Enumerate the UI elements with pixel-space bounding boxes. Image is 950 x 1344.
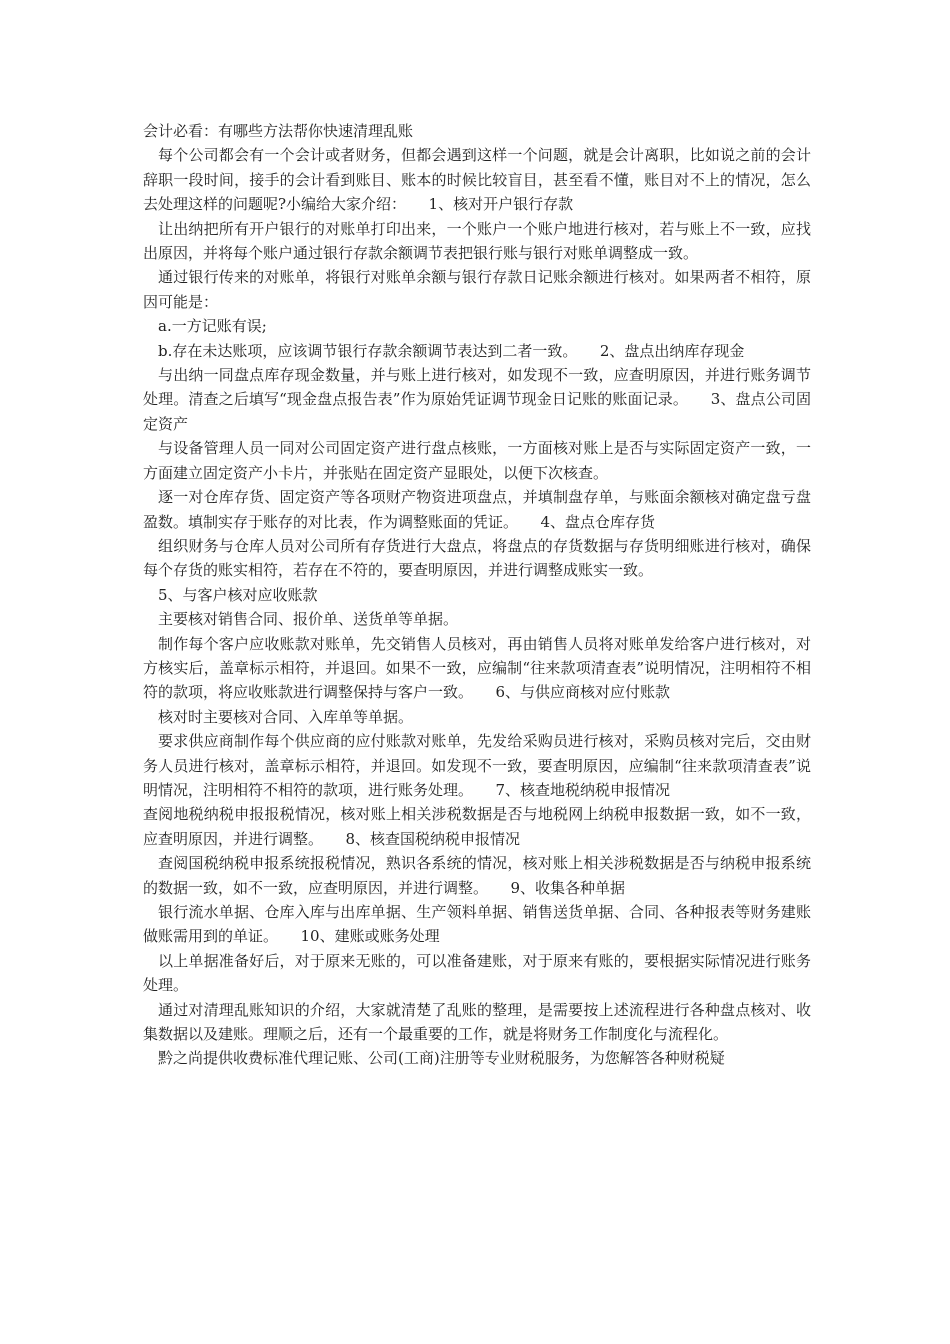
paragraph-inventory-check: 逐一对仓库存货、固定资产等各项财产物资进项盘点，并填制盘存单，与账面余额核对确定盘亏盘盈数。填制实存于账存的对比表，作为调整账面的凭证。 4、盘点仓库存货 (143, 488, 811, 531)
paragraph-receivables-statement: 制作每个客户应收账款对账单，先交销售人员核对，再由销售人员将对账单发给客户进行核对，对方核实后，盖章标示相符，并退回。如果不一致，应编制“往来款项清查表”说明情况，注明相符不相符的款项，将应收账款进行调整保持与客户一致。 6、与供应商核对应付账款 (143, 634, 811, 702)
paragraph-purchase-docs: 核对时主要核对合同、入库单等单据。 (158, 707, 414, 726)
document-body (143, 119, 811, 1071)
paragraph-bank-reconcile: 让出纳把所有开户银行的对账单打印出来，一个账户一个账户地进行核对，若与账上不一致，应找出原因，并将每个账户通过银行存款余额调节表把银行账与银行对账单调整成一致。 (143, 219, 811, 263)
paragraph-fixed-assets: 与设备管理人员一同对公司固定资产进行盘点核账，一方面核对账上是否与实际固定资产一致，一方面建立固定资产小卡片，并张贴在固定资产显眼处，以便下次核查。 (143, 439, 811, 482)
paragraph-intro: 每个公司都会有一个会计或者财务，但都会遇到这样一个问题，就是会计离职，比如说之前的会计辞职一段时间，接手的会计看到账目、账本的时候比较盲目，甚至看不懂，账目对不上的情况，怎么去处理这样的问题呢?小编给大家介绍： 1、核对开户银行存款 (143, 146, 811, 214)
paragraph-service-ad: 黔之尚提供收费标准代理记账、公司(工商)注册等专业财税服务，为您解答各种财税疑 (158, 1049, 725, 1068)
paragraph-sales-docs: 主要核对销售合同、报价单、送货单等单据。 (158, 610, 459, 629)
paragraph-local-tax: 查阅地税纳税申报报税情况，核对账上相关涉税数据是否与地税网上纳税申报数据一致，如不一致，应查明原因，并进行调整。 8、核查国税纳税申报情况 (143, 805, 811, 848)
heading-receivables: 5、与客户核对应收账款 (158, 585, 318, 604)
paragraph-national-tax: 查阅国税纳税申报系统报税情况，熟识各系统的情况，核对账上相关涉税数据是否与纳税申报系统的数据一致，如不一致，应查明原因，并进行调整。 9、收集各种单据 (143, 854, 811, 897)
paragraph-stock-count: 组织财务与仓库人员对公司所有存货进行大盘点，将盘点的存货数据与存货明细账进行核对，确保每个存货的账实相符，若存在不符的，要查明原因，并进行调整成账实一致。 (143, 536, 811, 580)
list-item-b: b.存在未达账项，应该调节银行存款余额调节表达到二者一致。 2、盘点出纳库存现金 (158, 341, 745, 360)
paragraph-bookkeeping: 以上单据准备好后，对于原来无账的，可以准备建账，对于原来有账的，要根据实际情况进行账务处理。 (143, 951, 811, 995)
paragraph-collect-docs: 银行流水单据、仓库入库与出库单据、生产领料单据、销售送货单据、合同、各种报表等财务建账做账需用到的单证。 10、建账或账务处理 (143, 903, 811, 946)
paragraph-bank-statement: 通过银行传来的对账单，将银行对账单余额与银行存款日记账余额进行核对。如果两者不相符，原因可能是： (143, 268, 811, 311)
paragraph-payables-statement: 要求供应商制作每个供应商的应付账款对账单，先发给采购员进行核对，采购员核对完后，交由财务人员进行核对，盖章标示相符，并退回。如发现不一致，要查明原因，应编制“往来款项清查表”说明情况，注明相符不相符的款项，进行账务处理。 7、核查地税纳税申报情况 (143, 732, 811, 799)
paragraph-cash-count: 与出纳一同盘点库存现金数量，并与账上进行核对，如发现不一致，应查明原因，并进行账务调节处理。清查之后填写“现金盘点报告表”作为原始凭证调节现金日记账的账面记录。 3、盘点公司固定资产 (143, 366, 811, 433)
paragraph-summary: 通过对清理乱账知识的介绍，大家就清楚了乱账的整理，是需要按上述流程进行各种盘点核对、收集数据以及建账。理顺之后，还有一个最重要的工作，就是将财务工作制度化与流程化。 (143, 1000, 811, 1044)
document-title: 会计必看：有哪些方法帮你快速清理乱账 (143, 122, 414, 140)
list-item-a: a.一方记账有误; (158, 317, 267, 336)
